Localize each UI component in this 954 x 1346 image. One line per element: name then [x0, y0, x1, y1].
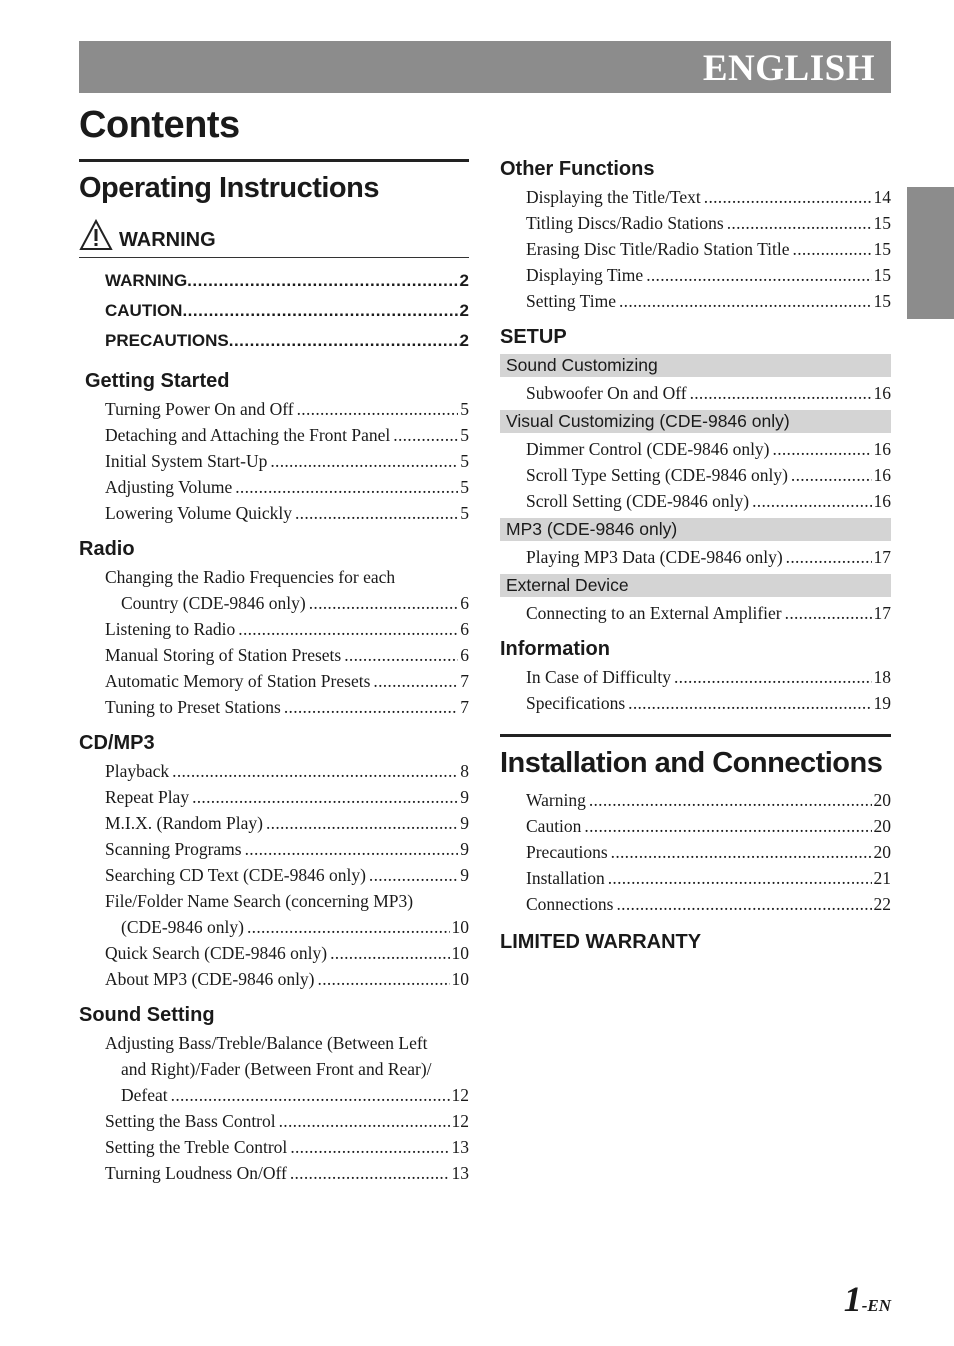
toc-entry[interactable]: Quick Search (CDE-9846 only) ..... 10 — [105, 940, 469, 966]
toc-entry-line[interactable]: File/Folder Name Search (concerning MP3) — [105, 891, 414, 911]
toc-entry[interactable]: Repeat Play ..... 9 — [105, 784, 469, 810]
sound-setting-heading: Sound Setting — [79, 1004, 215, 1026]
other-functions-heading: Other Functions — [500, 158, 655, 180]
toc-entry[interactable]: Setting Time ..... 15 — [526, 288, 891, 314]
toc-entry[interactable]: Initial System Start-Up ..... 5 — [105, 448, 469, 474]
toc-entry[interactable]: Playback ..... 8 — [105, 758, 469, 784]
page-number-suffix: -EN — [861, 1296, 891, 1315]
toc-entry[interactable]: Displaying the Title/Text ..... 14 — [526, 184, 891, 210]
toc-entry[interactable]: Searching CD Text (CDE-9846 only) ..... 9 — [105, 862, 469, 888]
toc-entry[interactable]: Country (CDE-9846 only) ..... 6 — [105, 590, 469, 616]
other-functions-list — [500, 184, 891, 314]
toc-entry[interactable]: Dimmer Control (CDE-9846 only) ..... 16 — [526, 436, 891, 462]
right-column — [500, 154, 891, 955]
toc-entry[interactable]: Titling Discs/Radio Stations ..... 15 — [526, 210, 891, 236]
visual-customizing-list — [500, 436, 891, 514]
mp3-band: MP3 (CDE-9846 only) — [500, 518, 891, 541]
toc-entry[interactable]: Scanning Programs ..... 9 — [105, 836, 469, 862]
page-number — [844, 1278, 891, 1320]
toc-entry[interactable]: Connecting to an External Amplifier ..... 17 — [526, 600, 891, 626]
toc-entry[interactable]: Turning Loudness On/Off ..... 13 — [105, 1160, 469, 1186]
cd-mp3-list — [79, 758, 469, 992]
page-title: Contents — [79, 104, 240, 146]
getting-started-list — [79, 396, 469, 526]
warning-heading — [79, 216, 469, 258]
toc-entry[interactable]: Playing MP3 Data (CDE-9846 only) ..... 17 — [526, 544, 891, 570]
radio-list — [79, 564, 469, 720]
radio-heading: Radio — [79, 538, 135, 560]
getting-started-heading: Getting Started — [85, 370, 230, 392]
installation-list — [500, 787, 891, 917]
toc-entry[interactable]: Installation ..... 21 — [526, 865, 891, 891]
toc-entry[interactable]: M.I.X. (Random Play) ..... 9 — [105, 810, 469, 836]
cd-mp3-heading: CD/MP3 — [79, 732, 155, 754]
toc-entry[interactable]: Listening to Radio ..... 6 — [105, 616, 469, 642]
toc-entry[interactable]: Turning Power On and Off ..... 5 — [105, 396, 469, 422]
toc-entry[interactable]: Caution ..... 20 — [526, 813, 891, 839]
toc-entry[interactable]: Scroll Setting (CDE-9846 only) ..... 16 — [526, 488, 891, 514]
information-list — [500, 664, 891, 716]
toc-entry[interactable]: Tuning to Preset Stations ..... 7 — [105, 694, 469, 720]
toc-entry[interactable]: About MP3 (CDE-9846 only) ..... 10 — [105, 966, 469, 992]
information-heading: Information — [500, 638, 610, 660]
left-column — [79, 159, 469, 1186]
toc-entry[interactable]: Detaching and Attaching the Front Panel ..... 5 — [105, 422, 469, 448]
toc-entry[interactable]: Subwoofer On and Off ..... 16 — [526, 380, 891, 406]
toc-entry[interactable]: Displaying Time ..... 15 — [526, 262, 891, 288]
toc-entry[interactable]: Adjusting Volume ..... 5 — [105, 474, 469, 500]
toc-entry[interactable]: Connections ..... 22 — [526, 891, 891, 917]
toc-entry[interactable]: Specifications ..... 19 — [526, 690, 891, 716]
toc-entry-line[interactable]: and Right)/Fader (Between Front and Rear)/ — [121, 1059, 432, 1079]
toc-entry-line[interactable]: Changing the Radio Frequencies for each — [105, 567, 396, 587]
toc-entry[interactable]: Erasing Disc Title/Radio Station Title ..... 15 — [526, 236, 891, 262]
toc-entry[interactable]: (CDE-9846 only) ..... 10 — [105, 914, 469, 940]
toc-entry[interactable]: Precautions ..... 20 — [526, 839, 891, 865]
language-banner — [79, 41, 891, 93]
toc-entry[interactable]: Warning ..... 20 — [526, 787, 891, 813]
sound-customizing-band: Sound Customizing — [500, 354, 891, 377]
toc-entry[interactable]: Setting the Treble Control ..... 13 — [105, 1134, 469, 1160]
warning-triangle-icon — [79, 219, 113, 251]
external-device-band: External Device — [500, 574, 891, 597]
operating-instructions-heading: Operating Instructions — [79, 159, 469, 206]
sound-setting-list — [79, 1030, 469, 1186]
toc-entry[interactable]: Setting the Bass Control ..... 12 — [105, 1108, 469, 1134]
setup-heading: SETUP — [500, 326, 567, 348]
toc-entry[interactable]: In Case of Difficulty ..... 18 — [526, 664, 891, 690]
language-label: ENGLISH — [702, 48, 875, 89]
sound-customizing-list — [500, 380, 891, 406]
external-device-list — [500, 600, 891, 626]
toc-entry[interactable]: Lowering Volume Quickly ..... 5 — [105, 500, 469, 526]
mp3-list — [500, 544, 891, 570]
visual-customizing-band: Visual Customizing (CDE-9846 only) — [500, 410, 891, 433]
toc-entry[interactable]: Scroll Type Setting (CDE-9846 only) ..... 16 — [526, 462, 891, 488]
toc-entry[interactable]: Manual Storing of Station Presets ..... 6 — [105, 642, 469, 668]
toc-entry-warning[interactable]: WARNING ..... 2 — [105, 266, 469, 296]
warning-list — [79, 266, 469, 356]
installation-heading: Installation and Connections — [500, 734, 891, 781]
warning-heading-label: WARNING — [119, 228, 216, 251]
limited-warranty-heading: LIMITED WARRANTY — [500, 931, 702, 953]
toc-entry[interactable]: Defeat ..... 12 — [105, 1082, 469, 1108]
toc-entry-caution[interactable]: CAUTION ..... 2 — [105, 296, 469, 326]
toc-entry[interactable]: Automatic Memory of Station Presets ..... 7 — [105, 668, 469, 694]
side-tab-marker — [907, 187, 954, 319]
toc-entry-line[interactable]: Adjusting Bass/Treble/Balance (Between Left — [105, 1033, 428, 1053]
toc-entry-precautions[interactable]: PRECAUTIONS ..... 2 — [105, 326, 469, 356]
page-number-value: 1 — [843, 1279, 862, 1319]
